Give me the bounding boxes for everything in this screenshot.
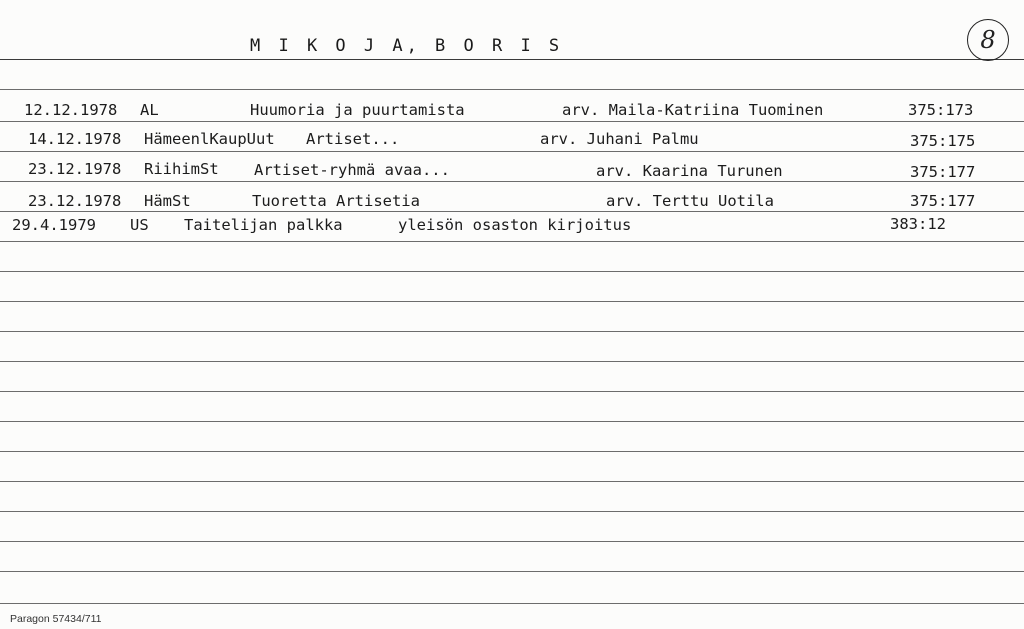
entry-title: Taitelijan palkka	[184, 216, 343, 234]
ruled-line	[0, 391, 1024, 392]
ruled-line	[0, 571, 1024, 572]
entry-author: arv. Kaarina Turunen	[596, 162, 783, 180]
ruled-line	[0, 331, 1024, 332]
ruled-line	[0, 181, 1024, 182]
entry-title: Tuoretta Artisetia	[252, 192, 420, 210]
entry-source: HämeenlKaupUut	[144, 130, 275, 148]
entry-source: HämSt	[144, 192, 191, 210]
ruled-line	[0, 211, 1024, 212]
ruled-line	[0, 421, 1024, 422]
entry-ref: 375:177	[910, 163, 976, 181]
ruled-line	[0, 271, 1024, 272]
entry-title: Artiset...	[306, 130, 400, 148]
entry-date: 14.12.1978	[28, 130, 122, 148]
entry-ref: 375:175	[910, 132, 976, 150]
entry-date: 23.12.1978	[28, 192, 122, 210]
ruled-line	[0, 361, 1024, 362]
entry-date: 23.12.1978	[28, 160, 122, 178]
ruled-line	[0, 241, 1024, 242]
header-rule	[0, 59, 1024, 60]
ruled-line	[0, 511, 1024, 512]
ruled-line	[0, 541, 1024, 542]
person-name: M I K O J A, B O R I S	[250, 36, 564, 56]
entry-author: arv. Maila-Katriina Tuominen	[562, 101, 824, 119]
entry-title: Artiset-ryhmä avaa...	[254, 161, 450, 179]
entry-ref: 383:12	[890, 215, 946, 233]
ruled-line	[0, 451, 1024, 452]
ruled-line	[0, 121, 1024, 122]
printer-mark: Paragon 57434/711	[10, 613, 102, 625]
entry-author: yleisön osaston kirjoitus	[398, 216, 632, 234]
entry-date: 12.12.1978	[24, 101, 118, 119]
entry-author: arv. Juhani Palmu	[540, 130, 699, 148]
entry-title: Huumoria ja puurtamista	[250, 101, 465, 119]
entry-source: US	[130, 216, 149, 234]
entry-source: AL	[140, 101, 159, 119]
entry-source: RiihimSt	[144, 160, 219, 178]
entry-ref: 375:173	[908, 101, 974, 119]
ruled-line	[0, 89, 1024, 90]
entry-author: arv. Terttu Uotila	[606, 192, 774, 210]
ruled-line	[0, 603, 1024, 604]
entry-ref: 375:177	[910, 192, 976, 210]
ruled-line	[0, 151, 1024, 152]
entry-date: 29.4.1979	[12, 216, 96, 234]
ruled-line	[0, 301, 1024, 302]
ruled-line	[0, 481, 1024, 482]
card-number: 8	[967, 19, 1009, 61]
